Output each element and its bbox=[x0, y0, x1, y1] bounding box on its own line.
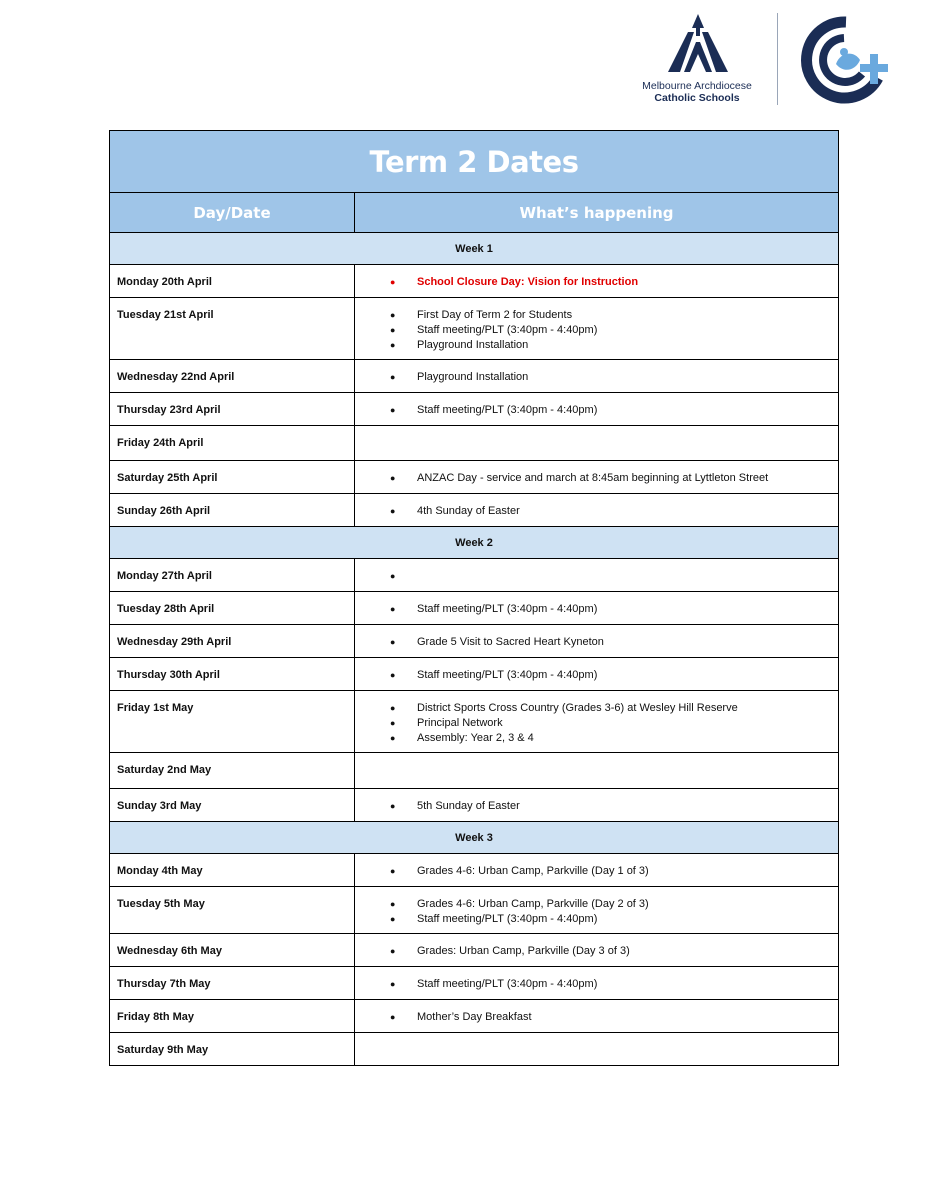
event-text: Staff meeting/PLT (3:40pm - 4:40pm) bbox=[417, 669, 598, 681]
events-cell bbox=[355, 658, 839, 691]
event-text: Staff meeting/PLT (3:40pm - 4:40pm) bbox=[417, 324, 598, 336]
event-text: Staff meeting/PLT (3:40pm - 4:40pm) bbox=[417, 603, 598, 615]
events-cell bbox=[355, 753, 839, 789]
school-crest-icon bbox=[798, 16, 898, 104]
macs-emblem-icon bbox=[658, 12, 738, 74]
events-cell bbox=[355, 360, 839, 393]
event-item bbox=[355, 731, 838, 746]
term-dates-table bbox=[109, 130, 839, 1066]
bullet-icon: ● bbox=[390, 670, 396, 680]
day-date-cell: Tuesday 21st April bbox=[110, 298, 355, 360]
day-date-cell: Friday 24th April bbox=[110, 426, 355, 461]
event-list bbox=[355, 504, 838, 519]
day-date-cell: Thursday 30th April bbox=[110, 658, 355, 691]
event-item bbox=[355, 471, 838, 486]
table-row bbox=[110, 265, 839, 298]
events-cell bbox=[355, 789, 839, 822]
page-title: Term 2 Dates bbox=[369, 144, 579, 179]
event-item bbox=[355, 635, 838, 650]
bullet-icon: ● bbox=[390, 733, 396, 743]
event-list bbox=[355, 635, 838, 650]
event-text: Staff meeting/PLT (3:40pm - 4:40pm) bbox=[417, 404, 598, 416]
event-item bbox=[355, 897, 838, 912]
table-row bbox=[110, 967, 839, 1000]
day-date-cell: Wednesday 29th April bbox=[110, 625, 355, 658]
event-text: Staff meeting/PLT (3:40pm - 4:40pm) bbox=[417, 978, 598, 990]
day-date-cell: Wednesday 6th May bbox=[110, 934, 355, 967]
event-text: School Closure Day: Vision for Instruction bbox=[417, 276, 639, 288]
event-item bbox=[355, 370, 838, 385]
event-text: Grades: Urban Camp, Parkville (Day 3 of 3) bbox=[417, 945, 630, 957]
events-cell bbox=[355, 691, 839, 753]
event-list bbox=[355, 308, 838, 353]
events-cell bbox=[355, 934, 839, 967]
logo-divider bbox=[777, 13, 778, 105]
event-list bbox=[355, 275, 838, 290]
bullet-icon: ● bbox=[390, 372, 396, 382]
event-item bbox=[355, 912, 838, 927]
event-item bbox=[355, 504, 838, 519]
bullet-icon: ● bbox=[390, 604, 396, 614]
table-body bbox=[110, 233, 839, 1066]
bullet-icon: ● bbox=[390, 946, 396, 956]
table-row bbox=[110, 934, 839, 967]
events-cell bbox=[355, 426, 839, 461]
bullet-icon: ● bbox=[390, 310, 396, 320]
table-row bbox=[110, 393, 839, 426]
bullet-icon: ● bbox=[390, 801, 396, 811]
event-list bbox=[355, 1010, 838, 1025]
event-text: Grades 4-6: Urban Camp, Parkville (Day 2 of 3) bbox=[417, 898, 649, 910]
event-text: 5th Sunday of Easter bbox=[417, 800, 520, 812]
table-title-cell bbox=[110, 131, 839, 193]
table-row bbox=[110, 691, 839, 753]
bullet-icon: ● bbox=[390, 637, 396, 647]
day-date-cell: Saturday 25th April bbox=[110, 461, 355, 494]
event-text: Playground Installation bbox=[417, 339, 529, 351]
event-item bbox=[355, 864, 838, 879]
event-list bbox=[355, 602, 838, 617]
event-list bbox=[355, 864, 838, 879]
event-item bbox=[355, 944, 838, 959]
event-list bbox=[355, 403, 838, 418]
events-cell bbox=[355, 592, 839, 625]
bullet-icon: ● bbox=[390, 899, 396, 909]
column-header-events: What’s happening bbox=[355, 193, 839, 233]
week-row bbox=[110, 233, 839, 265]
events-cell bbox=[355, 393, 839, 426]
event-list bbox=[355, 370, 838, 385]
event-item bbox=[355, 1010, 838, 1025]
table-row bbox=[110, 494, 839, 527]
table-row bbox=[110, 298, 839, 360]
day-date-cell: Wednesday 22nd April bbox=[110, 360, 355, 393]
table-row bbox=[110, 426, 839, 461]
table-row bbox=[110, 789, 839, 822]
table-row bbox=[110, 1033, 839, 1066]
event-item bbox=[355, 716, 838, 731]
bullet-icon: ● bbox=[390, 914, 396, 924]
event-list bbox=[355, 701, 838, 746]
day-date-cell: Tuesday 28th April bbox=[110, 592, 355, 625]
bullet-icon: ● bbox=[390, 1012, 396, 1022]
event-text: Grade 5 Visit to Sacred Heart Kyneton bbox=[417, 636, 604, 648]
event-list bbox=[355, 799, 838, 814]
bullet-icon: ● bbox=[390, 866, 396, 876]
day-date-cell: Monday 20th April bbox=[110, 265, 355, 298]
event-list bbox=[355, 944, 838, 959]
events-cell bbox=[355, 1033, 839, 1066]
events-cell bbox=[355, 854, 839, 887]
table-row bbox=[110, 1000, 839, 1033]
event-list bbox=[355, 471, 838, 486]
week-label: Week 1 bbox=[110, 233, 839, 265]
event-item bbox=[355, 977, 838, 992]
event-text: First Day of Term 2 for Students bbox=[417, 309, 573, 321]
events-cell bbox=[355, 265, 839, 298]
bullet-icon: ● bbox=[390, 703, 396, 713]
day-date-cell: Sunday 26th April bbox=[110, 494, 355, 527]
event-text: ANZAC Day - service and march at 8:45am beginning at Lyttleton Street bbox=[417, 472, 769, 484]
event-list bbox=[355, 897, 838, 927]
table-row bbox=[110, 592, 839, 625]
event-text: Grades 4-6: Urban Camp, Parkville (Day 1 of 3) bbox=[417, 865, 649, 877]
events-cell bbox=[355, 967, 839, 1000]
bullet-icon: ● bbox=[390, 571, 396, 581]
event-item bbox=[355, 275, 838, 290]
column-header-day: Day/Date bbox=[110, 193, 355, 233]
event-item bbox=[355, 338, 838, 353]
event-text: Mother’s Day Breakfast bbox=[417, 1011, 532, 1023]
events-cell bbox=[355, 1000, 839, 1033]
event-item bbox=[355, 602, 838, 617]
bullet-icon: ● bbox=[390, 473, 396, 483]
day-date-cell: Friday 8th May bbox=[110, 1000, 355, 1033]
table-row bbox=[110, 461, 839, 494]
events-cell bbox=[355, 559, 839, 592]
event-item bbox=[355, 323, 838, 338]
event-item bbox=[355, 668, 838, 683]
day-date-cell: Monday 4th May bbox=[110, 854, 355, 887]
events-cell bbox=[355, 887, 839, 934]
day-date-cell: Friday 1st May bbox=[110, 691, 355, 753]
event-text: 4th Sunday of Easter bbox=[417, 505, 520, 517]
bullet-icon: ● bbox=[390, 325, 396, 335]
table-row bbox=[110, 854, 839, 887]
table-row bbox=[110, 625, 839, 658]
day-date-cell: Sunday 3rd May bbox=[110, 789, 355, 822]
table-row bbox=[110, 559, 839, 592]
day-date-cell: Saturday 2nd May bbox=[110, 753, 355, 789]
week-label: Week 2 bbox=[110, 527, 839, 559]
logo-line-1: Melbourne Archdiocese bbox=[642, 80, 752, 92]
events-cell bbox=[355, 494, 839, 527]
events-cell bbox=[355, 625, 839, 658]
event-list bbox=[355, 977, 838, 992]
event-text: Principal Network bbox=[417, 717, 503, 729]
bullet-icon: ● bbox=[390, 405, 396, 415]
bullet-icon: ● bbox=[390, 340, 396, 350]
week-row bbox=[110, 822, 839, 854]
week-row bbox=[110, 527, 839, 559]
bullet-icon: ● bbox=[390, 718, 396, 728]
table-row bbox=[110, 658, 839, 691]
week-label: Week 3 bbox=[110, 822, 839, 854]
logo-wordmark bbox=[636, 80, 758, 104]
event-text: District Sports Cross Country (Grades 3-6) at Wesley Hill Reserve bbox=[417, 702, 738, 714]
day-date-cell: Tuesday 5th May bbox=[110, 887, 355, 934]
event-text: Playground Installation bbox=[417, 371, 529, 383]
event-list bbox=[355, 668, 838, 683]
event-item bbox=[355, 701, 838, 716]
bullet-icon: ● bbox=[390, 979, 396, 989]
macs-logo bbox=[636, 10, 766, 110]
event-item bbox=[355, 403, 838, 418]
event-item bbox=[355, 799, 838, 814]
event-item bbox=[355, 308, 838, 323]
day-date-cell: Thursday 23rd April bbox=[110, 393, 355, 426]
event-text: Staff meeting/PLT (3:40pm - 4:40pm) bbox=[417, 913, 598, 925]
day-date-cell: Thursday 7th May bbox=[110, 967, 355, 1000]
day-date-cell: Monday 27th April bbox=[110, 559, 355, 592]
table-row bbox=[110, 753, 839, 789]
events-cell bbox=[355, 298, 839, 360]
logo-line-2: Catholic Schools bbox=[654, 92, 740, 104]
table-row bbox=[110, 360, 839, 393]
event-text: Assembly: Year 2, 3 & 4 bbox=[417, 732, 534, 744]
bullet-icon: ● bbox=[390, 277, 396, 287]
bullet-icon: ● bbox=[390, 506, 396, 516]
events-cell bbox=[355, 461, 839, 494]
table-row bbox=[110, 887, 839, 934]
day-date-cell: Saturday 9th May bbox=[110, 1033, 355, 1066]
